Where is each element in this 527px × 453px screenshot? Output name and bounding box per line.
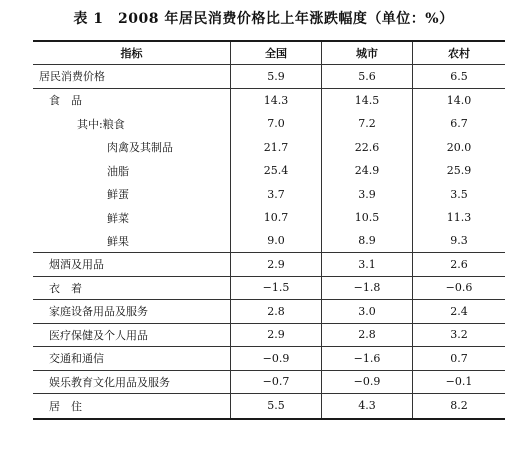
page-title: 表 1 2008 年居民消费价格比上年涨跌幅度（单位：%） bbox=[73, 11, 454, 27]
value-cell-rural: 2.4 bbox=[450, 304, 468, 318]
table-row bbox=[33, 394, 505, 418]
value-cell-rural: 2.6 bbox=[450, 257, 468, 271]
value-cell-rural: −0.1 bbox=[445, 375, 473, 389]
value-cell-urban: 3.1 bbox=[322, 253, 413, 276]
table-row bbox=[33, 277, 505, 301]
value-cell-national: 2.9 bbox=[231, 324, 322, 347]
value-cell-urban: −1.6 bbox=[322, 347, 413, 370]
value-cell-national: 9.0 bbox=[231, 230, 322, 253]
row-label: 衣 着 bbox=[33, 277, 231, 300]
value-cell-rural: 25.9 bbox=[446, 164, 472, 178]
value-cell-national: 2.8 bbox=[231, 300, 322, 323]
value-cell-national: 21.7 bbox=[231, 136, 322, 160]
value-cell-national: 7.0 bbox=[231, 112, 322, 136]
value-cell-urban: 3.9 bbox=[322, 183, 413, 207]
table-row bbox=[33, 371, 505, 395]
table-body bbox=[33, 65, 505, 418]
row-label: 鲜蛋 bbox=[33, 183, 231, 207]
row-label: 烟酒及用品 bbox=[33, 253, 231, 276]
value-cell-urban: 5.6 bbox=[322, 65, 413, 88]
column-header-rural: 农村 bbox=[448, 47, 470, 60]
table-row bbox=[33, 253, 505, 277]
row-label: 鲜菜 bbox=[33, 206, 231, 230]
value-cell-national: 3.7 bbox=[231, 183, 322, 207]
value-cell-national: −0.7 bbox=[231, 371, 322, 394]
column-header-national: 全国 bbox=[231, 42, 322, 64]
row-label: 娱乐教育文化用品及服务 bbox=[33, 371, 231, 394]
value-cell-urban: 2.8 bbox=[322, 324, 413, 347]
table-row bbox=[33, 159, 505, 183]
table-header-row bbox=[33, 42, 505, 65]
value-cell-urban: 22.6 bbox=[322, 136, 413, 160]
value-cell-national: −0.9 bbox=[231, 347, 322, 370]
row-label: 食 品 bbox=[33, 89, 231, 113]
value-cell-national: 5.9 bbox=[231, 65, 322, 88]
table-row bbox=[33, 206, 505, 230]
value-cell-rural: 6.5 bbox=[450, 69, 468, 83]
row-label: 油脂 bbox=[33, 159, 231, 183]
value-cell-rural: 14.0 bbox=[446, 93, 472, 107]
table-row bbox=[33, 300, 505, 324]
value-cell-urban: −1.8 bbox=[322, 277, 413, 300]
value-cell-national: 25.4 bbox=[231, 159, 322, 183]
value-cell-national: −1.5 bbox=[231, 277, 322, 300]
column-header-indicator: 指标 bbox=[33, 42, 231, 64]
value-cell-rural: 9.3 bbox=[450, 234, 468, 248]
value-cell-rural: 0.7 bbox=[450, 351, 468, 365]
row-label: 医疗保健及个人用品 bbox=[33, 324, 231, 347]
value-cell-national: 10.7 bbox=[231, 206, 322, 230]
value-cell-national: 14.3 bbox=[231, 89, 322, 113]
value-cell-rural: 8.2 bbox=[450, 399, 468, 413]
table-row bbox=[33, 112, 505, 136]
value-cell-urban: −0.9 bbox=[322, 371, 413, 394]
column-header-urban: 城市 bbox=[322, 42, 413, 64]
table-row bbox=[33, 230, 505, 254]
value-cell-rural: −0.6 bbox=[445, 281, 473, 295]
value-cell-rural: 6.7 bbox=[450, 117, 468, 131]
row-label: 肉禽及其制品 bbox=[33, 136, 231, 160]
value-cell-rural: 3.2 bbox=[450, 328, 468, 342]
table-row bbox=[33, 324, 505, 348]
row-label: 其中:粮食 bbox=[33, 112, 231, 136]
value-cell-national: 2.9 bbox=[231, 253, 322, 276]
value-cell-urban: 4.3 bbox=[322, 394, 413, 418]
row-label: 居民消费价格 bbox=[33, 65, 231, 88]
row-label: 居 住 bbox=[33, 394, 231, 418]
table-row bbox=[33, 136, 505, 160]
value-cell-national: 5.5 bbox=[231, 394, 322, 418]
table-row bbox=[33, 347, 505, 371]
row-label: 交通和通信 bbox=[33, 347, 231, 370]
value-cell-urban: 14.5 bbox=[322, 89, 413, 113]
row-label: 鲜果 bbox=[33, 230, 231, 253]
value-cell-rural: 11.3 bbox=[446, 211, 472, 225]
value-cell-urban: 8.9 bbox=[322, 230, 413, 253]
table-row bbox=[33, 89, 505, 113]
table-row bbox=[33, 183, 505, 207]
value-cell-urban: 24.9 bbox=[322, 159, 413, 183]
value-cell-rural: 3.5 bbox=[450, 187, 468, 201]
row-label: 家庭设备用品及服务 bbox=[33, 300, 231, 323]
value-cell-urban: 10.5 bbox=[322, 206, 413, 230]
price-change-table bbox=[33, 40, 505, 420]
table-row bbox=[33, 65, 505, 89]
value-cell-urban: 7.2 bbox=[322, 112, 413, 136]
value-cell-rural: 20.0 bbox=[446, 140, 472, 154]
value-cell-urban: 3.0 bbox=[322, 300, 413, 323]
